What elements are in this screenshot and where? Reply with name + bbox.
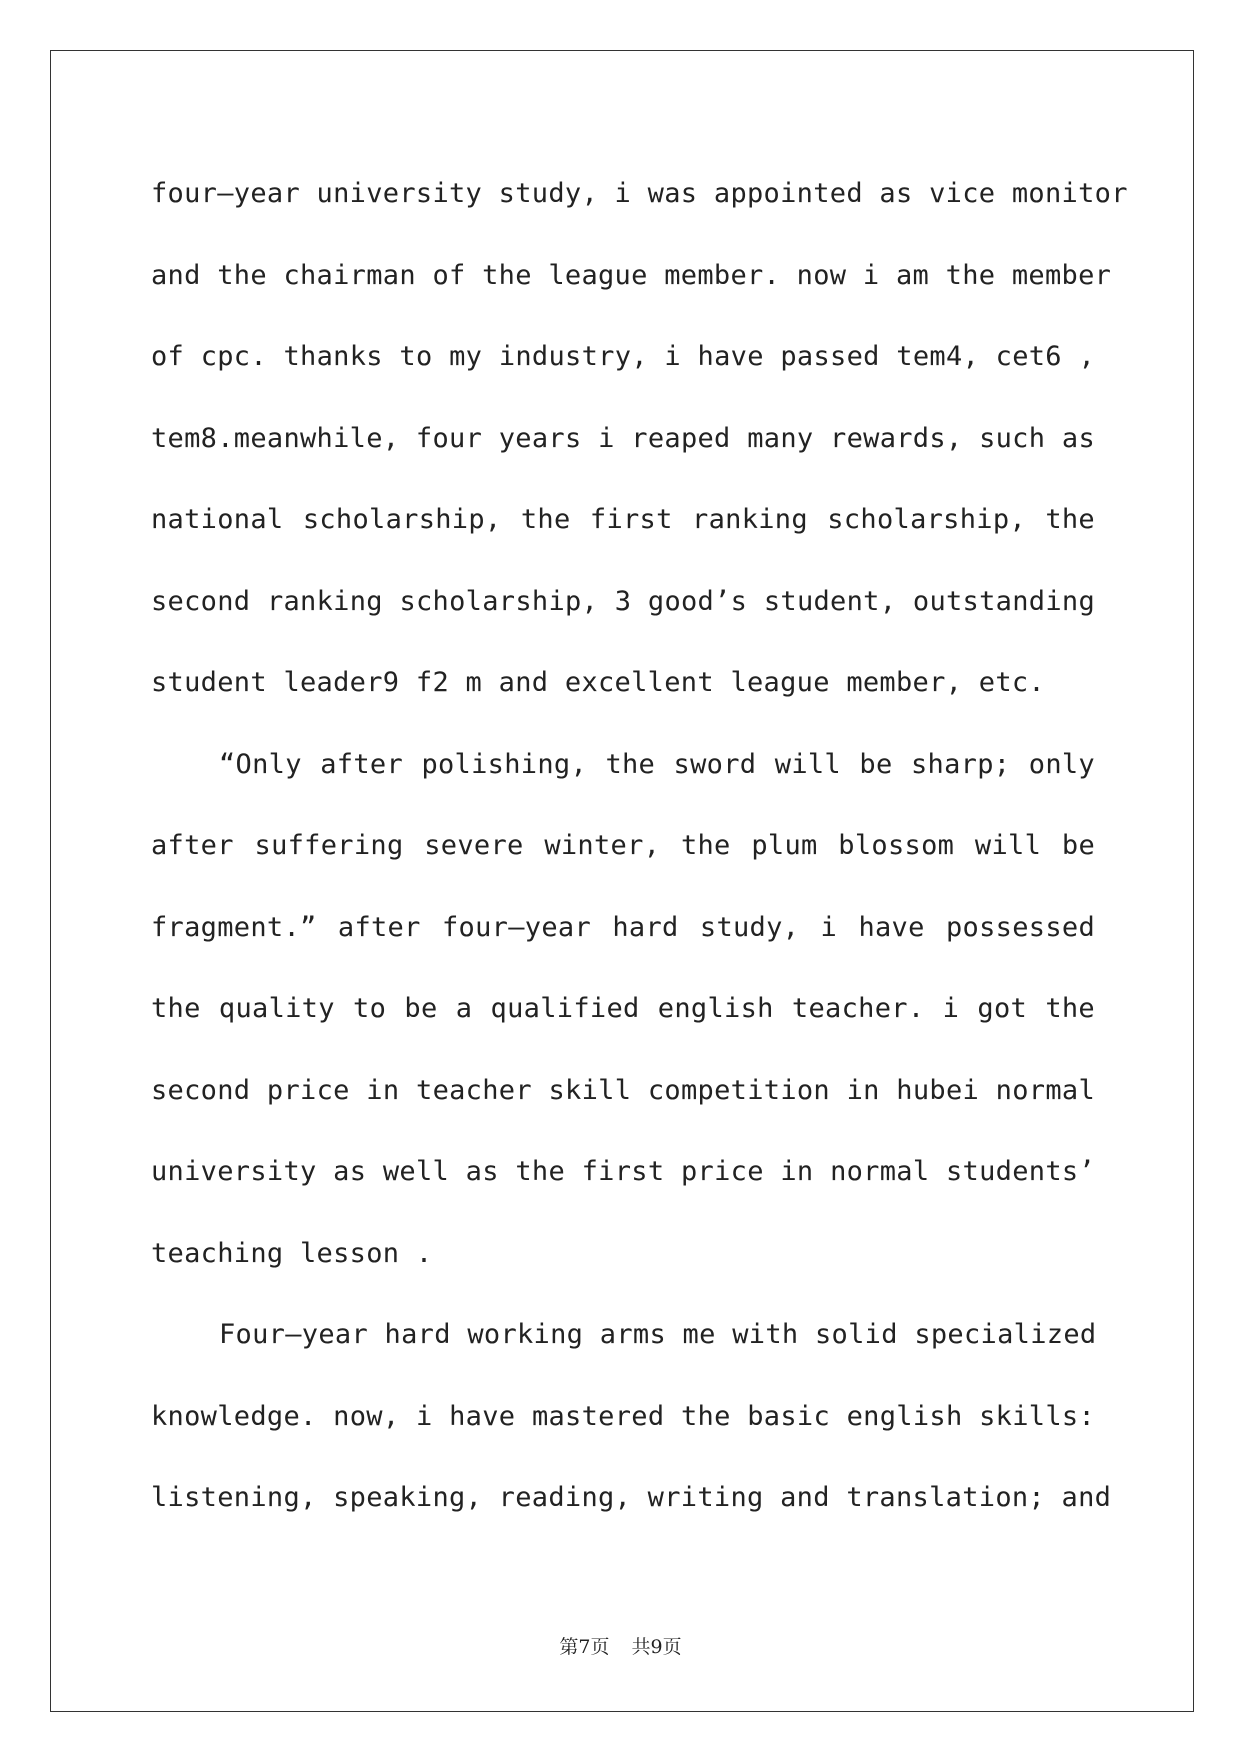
paragraph-1: [151, 158, 1128, 729]
document-body: [151, 158, 1128, 1544]
text-line: second price in teacher skill competition in hubei normal: [151, 1074, 1095, 1106]
text-line: “Only after polishing, the sword will be sharp; only: [219, 748, 1095, 780]
paragraph-3: [151, 1299, 1112, 1544]
text-line: and the chairman of the league member. now i am the member: [151, 259, 1112, 291]
text-line: Four—year hard working arms me with solid specialized: [219, 1319, 1097, 1350]
page-footer: [0, 1632, 1241, 1659]
page-number-total: 共9页: [631, 1636, 682, 1658]
text-line: listening, speaking, reading, writing and translation; and: [151, 1482, 1112, 1513]
page-number-current: 第7页: [559, 1636, 610, 1658]
text-line: the quality to be a qualified english teacher. i got the: [151, 993, 1095, 1024]
text-line: after suffering severe winter, the plum blossom will be: [151, 830, 1095, 861]
text-line: of cpc. thanks to my industry, i have passed tem4, cet6 ,: [151, 341, 1095, 372]
text-line: second ranking scholarship, 3 good’s student, outstanding: [151, 585, 1095, 617]
text-line: knowledge. now, i have mastered the basic english skills:: [151, 1400, 1095, 1432]
text-line: student leader9 f2 m and excellent league member, etc.: [151, 667, 1045, 698]
paragraph-2: [151, 729, 1095, 1300]
text-line: university as well as the first price in normal students’: [151, 1156, 1095, 1187]
text-line: four—year university study, i was appointed as vice monitor: [151, 178, 1128, 209]
text-line: fragment.” after four—year hard study, i have possessed: [151, 911, 1095, 943]
text-line: tem8.meanwhile, four years i reaped many rewards, such as: [151, 422, 1095, 454]
text-line: national scholarship, the first ranking scholarship, the: [151, 504, 1095, 535]
text-line: teaching lesson .: [151, 1237, 433, 1269]
